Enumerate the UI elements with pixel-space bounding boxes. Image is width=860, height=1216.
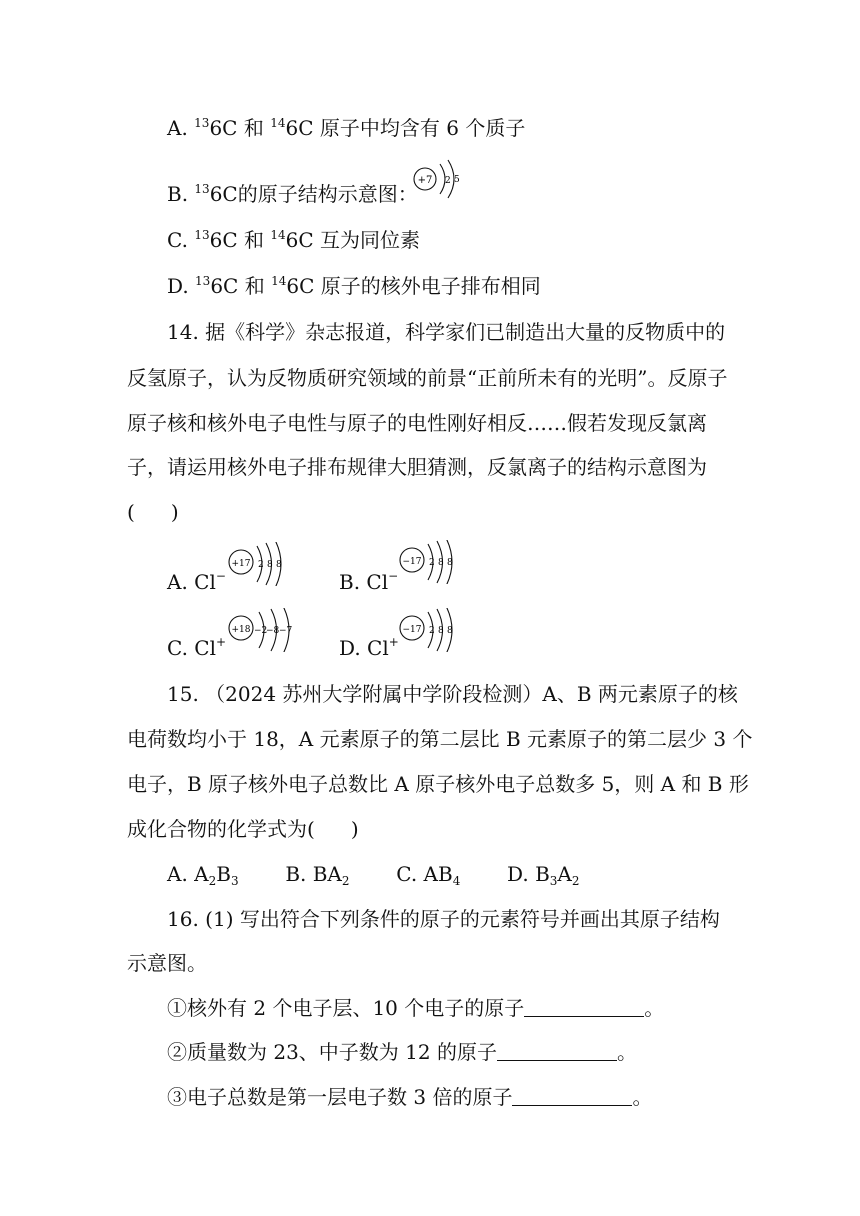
q15-option-c: C. $AB_4$ xyxy=(396,862,461,888)
nuclide: 6C xyxy=(286,274,315,298)
item-text: ③电子总数是第一层电子数 3 倍的原子 xyxy=(167,1085,513,1109)
option-text: 原子的核外电子排布相同 xyxy=(320,274,541,298)
mass-number: 13 xyxy=(194,116,210,130)
shell-count: 8 xyxy=(447,626,453,636)
q16-line-1: 16. (1) 写出符合下列条件的原子的元素符号并画出其原子结构 xyxy=(167,907,720,931)
option-text: 的原子结构示意图： xyxy=(237,182,418,206)
option-letter: B. xyxy=(167,182,189,206)
shell-count: 8 xyxy=(438,626,444,636)
shell-count: −2 xyxy=(254,626,268,636)
nuclide: 6C xyxy=(285,116,314,140)
option-letter: D. xyxy=(167,274,189,298)
option-letter: B. Cl xyxy=(339,570,389,594)
conjunction: 和 xyxy=(243,116,264,140)
q13-option-b xyxy=(167,182,418,206)
shell-count-2: 5 xyxy=(454,175,460,185)
q15-line-3: 电子，B 原子核外电子总数比 A 原子核外电子总数多 5，则 A 和 B 形 xyxy=(127,772,749,796)
q14-option-b xyxy=(339,570,398,594)
paren-close: ) xyxy=(350,817,359,841)
q15-line-2: 电荷数均小于 18，A 元素原子的第二层比 B 元素原子的第二层少 3 个 xyxy=(127,727,753,751)
mass-number: 14 xyxy=(270,116,286,130)
shell-count: 8 xyxy=(438,558,444,568)
q14-option-c xyxy=(167,636,226,660)
shell-count: −8 xyxy=(266,626,280,636)
q14-option-a xyxy=(167,570,226,594)
q15-line-1: 15. （2024 苏州大学附属中学阶段检测）A、B 两元素原子的核 xyxy=(167,682,738,706)
q13-option-a xyxy=(167,116,525,140)
option-letter: C. Cl xyxy=(167,636,217,660)
option-letter: A. xyxy=(167,116,188,140)
ion-diagram-b xyxy=(398,540,468,584)
nuclide: 6C xyxy=(209,116,238,140)
mass-number: 13 xyxy=(194,228,210,242)
q16-item-3 xyxy=(167,1085,652,1109)
nucleus-charge: +18 xyxy=(231,625,251,635)
option-letter: D. Cl xyxy=(339,636,389,660)
shell-count: 2 xyxy=(429,558,435,568)
shell-count: 8 xyxy=(447,558,453,568)
ion-charge: + xyxy=(388,635,399,649)
ion-diagram-a xyxy=(227,542,297,586)
ion-charge: + xyxy=(216,635,227,649)
answer-blank[interactable] xyxy=(512,1087,632,1106)
atom-structure-diagram xyxy=(410,158,470,200)
question-text: 成化合物的化学式为( xyxy=(127,817,315,841)
shell-count: 8 xyxy=(276,560,282,570)
nucleus-charge: +7 xyxy=(417,175,433,186)
shell-count: 8 xyxy=(267,560,273,570)
q14-line-4: 子，请运用核外电子排布规律大胆猜测，反氯离子的结构示意图为 xyxy=(127,455,707,479)
nucleus-charge: +17 xyxy=(231,559,251,569)
q16-item-2 xyxy=(167,1040,637,1064)
paren-open: ( xyxy=(127,500,135,524)
option-letter: C. xyxy=(167,228,188,252)
q15-option-a: A. $A_2B_3$ xyxy=(167,862,239,888)
nucleus-charge: −17 xyxy=(402,625,422,635)
answer-blank[interactable] xyxy=(524,998,644,1017)
item-text: ②质量数为 23、中子数为 12 的原子 xyxy=(167,1040,497,1064)
paren-close: ) xyxy=(170,500,179,524)
item-text: ①核外有 2 个电子层、10 个电子的原子 xyxy=(167,996,525,1020)
q13-option-d xyxy=(167,274,541,298)
mass-number: 14 xyxy=(271,274,287,288)
q15-line-4 xyxy=(127,817,359,841)
period: 。 xyxy=(644,996,665,1020)
q14-answer-paren xyxy=(127,500,179,524)
conjunction: 和 xyxy=(244,274,265,298)
conjunction: 和 xyxy=(243,228,264,252)
shell-count: −7 xyxy=(279,626,293,636)
q13-option-c xyxy=(167,228,420,252)
ion-diagram-d xyxy=(398,608,468,652)
option-letter: A. Cl xyxy=(167,570,216,594)
ion-charge: − xyxy=(215,569,226,583)
mass-number: 14 xyxy=(270,228,286,242)
q16-item-1 xyxy=(167,996,664,1020)
shell-count: 2 xyxy=(258,560,264,570)
q15-option-b: B. $BA_2$ xyxy=(285,862,350,888)
nuclide: 6C xyxy=(209,182,238,206)
ion-charge: − xyxy=(388,569,399,583)
nucleus-charge: −17 xyxy=(402,557,422,567)
shell-count: 2 xyxy=(429,626,435,636)
q14-option-d xyxy=(339,636,399,660)
period: 。 xyxy=(632,1085,653,1109)
q14-line-1: 14. 据《科学》杂志报道，科学家们已制造出大量的反物质中的 xyxy=(167,320,726,344)
q14-line-3: 原子核和核外电子电性与原子的电性刚好相反……假若发现反氯离 xyxy=(127,411,707,435)
option-text: 互为同位素 xyxy=(320,228,421,252)
shell-count-1: 2 xyxy=(445,176,451,186)
q16-line-2: 示意图。 xyxy=(127,951,207,975)
q15-option-d: D. $B_3A_2$ xyxy=(507,862,580,888)
ion-diagram-c xyxy=(227,608,303,652)
option-text: 原子中均含有 6 个质子 xyxy=(319,116,526,140)
q15-options xyxy=(167,862,580,886)
mass-number: 13 xyxy=(195,274,211,288)
nuclide: 6C xyxy=(210,274,239,298)
nuclide: 6C xyxy=(209,228,238,252)
period: 。 xyxy=(616,1040,637,1064)
q14-line-2: 反氢原子，认为反物质研究领域的前景“正前所未有的光明”。反原子 xyxy=(127,366,728,390)
nuclide: 6C xyxy=(285,228,314,252)
mass-number: 13 xyxy=(194,182,210,196)
answer-blank[interactable] xyxy=(497,1042,617,1061)
